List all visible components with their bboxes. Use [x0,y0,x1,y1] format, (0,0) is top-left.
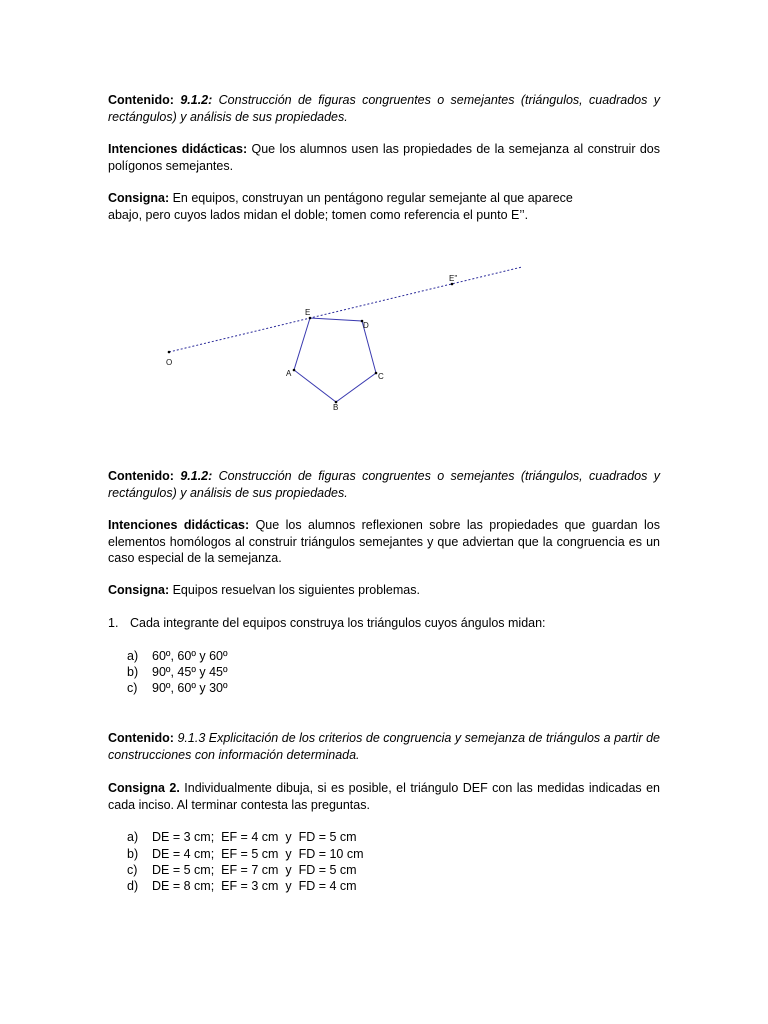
consigna-label: Consigna: [108,191,170,205]
contenido-label: Contenido: [108,469,174,483]
list-item-label: d) [127,879,139,893]
point-o [168,351,171,354]
list-item-label: a) [127,649,139,663]
intenciones-text: Que los alumnos usen las propiedades de la semejanza al construir dos polígonos semejantes. [108,142,661,173]
consigna-label: Consigna: [108,583,170,597]
consigna-text: En equipos, construyan un pentágono regular semejante al que aparece abajo, pero cuyos lados midan el doble; tomen como referencia el punto E’’. [108,191,573,222]
list-item-text: DE = 5 cm; EF = 7 cm y FD = 5 cm [152,863,357,877]
pentagon [294,318,376,402]
list-item-label: a) [127,830,139,844]
list-item-label: c) [127,863,138,877]
list-item-text: 90º, 45º y 45º [152,665,228,679]
point-a [293,369,296,372]
section2-consigna [108,582,660,599]
section2-intenciones [108,517,660,567]
section3-contenido [108,730,660,763]
label-b: B [333,403,339,412]
label-d: D [363,321,369,330]
label-e: E [305,308,311,317]
label-o: O [166,358,173,367]
list-item-label: b) [127,847,139,861]
intenciones-label: Intenciones didácticas: [108,518,250,532]
contenido-number: 9.1.2: [180,469,213,483]
list-item-text: DE = 4 cm; EF = 5 cm y FD = 10 cm [152,847,364,861]
list-item-text: DE = 8 cm; EF = 3 cm y FD = 4 cm [152,879,357,893]
label-c: C [378,372,384,381]
point-c [375,372,378,375]
dashed-line-O-E2 [169,267,522,352]
contenido-number: 9.1.2: [180,93,213,107]
intenciones-label: Intenciones didácticas: [108,142,248,156]
list-item-text: DE = 3 cm; EF = 4 cm y FD = 5 cm [152,830,357,844]
label-e2: E'' [449,274,458,283]
problem-text: Cada integrante del equipos construya los triángulos cuyos ángulos midan: [130,616,546,630]
contenido-text: Construcción de figuras congruentes o semejantes (triángulos, cuadrados y rectángulos) y análisis de sus propiedades. [108,469,660,500]
label-a: A [286,369,292,378]
point-e [309,317,312,320]
intenciones-text: Que los alumnos reflexionen sobre las propiedades que guardan los elementos homólogos al construir triángulos semejantes y que adviertan que la congruencia es un caso especial de la semejanza. [108,518,660,565]
consigna-label: Consigna 2. [108,781,180,795]
contenido-text: Construcción de figuras congruentes o semejantes (triángulos, cuadrados y rectángulos) y análisis de sus propiedades. [108,93,660,124]
section2-contenido [108,468,660,501]
consigna-text: Individualmente dibuja, si es posible, el triángulo DEF con las medidas indicadas en cada inciso. Al terminar contesta las preguntas. [108,781,661,812]
list-item-label: b) [127,665,139,679]
list-item-label: c) [127,681,138,695]
problem-number: 1. [108,616,119,630]
list-item-text: 60º, 60º y 60º [152,649,228,663]
contenido-label: Contenido: [108,93,174,107]
contenido-text: 9.1.3 Explicitación de los criterios de congruencia y semejanza de triángulos a partir de construcciones con información determinada. [108,731,660,762]
contenido-label: Contenido: [108,731,174,745]
consigna-text: Equipos resuelvan los siguientes problemas. [172,583,420,597]
point-e2 [451,283,454,286]
list-item-text: 90º, 60º y 30º [152,681,228,695]
section3-consigna [108,780,660,813]
